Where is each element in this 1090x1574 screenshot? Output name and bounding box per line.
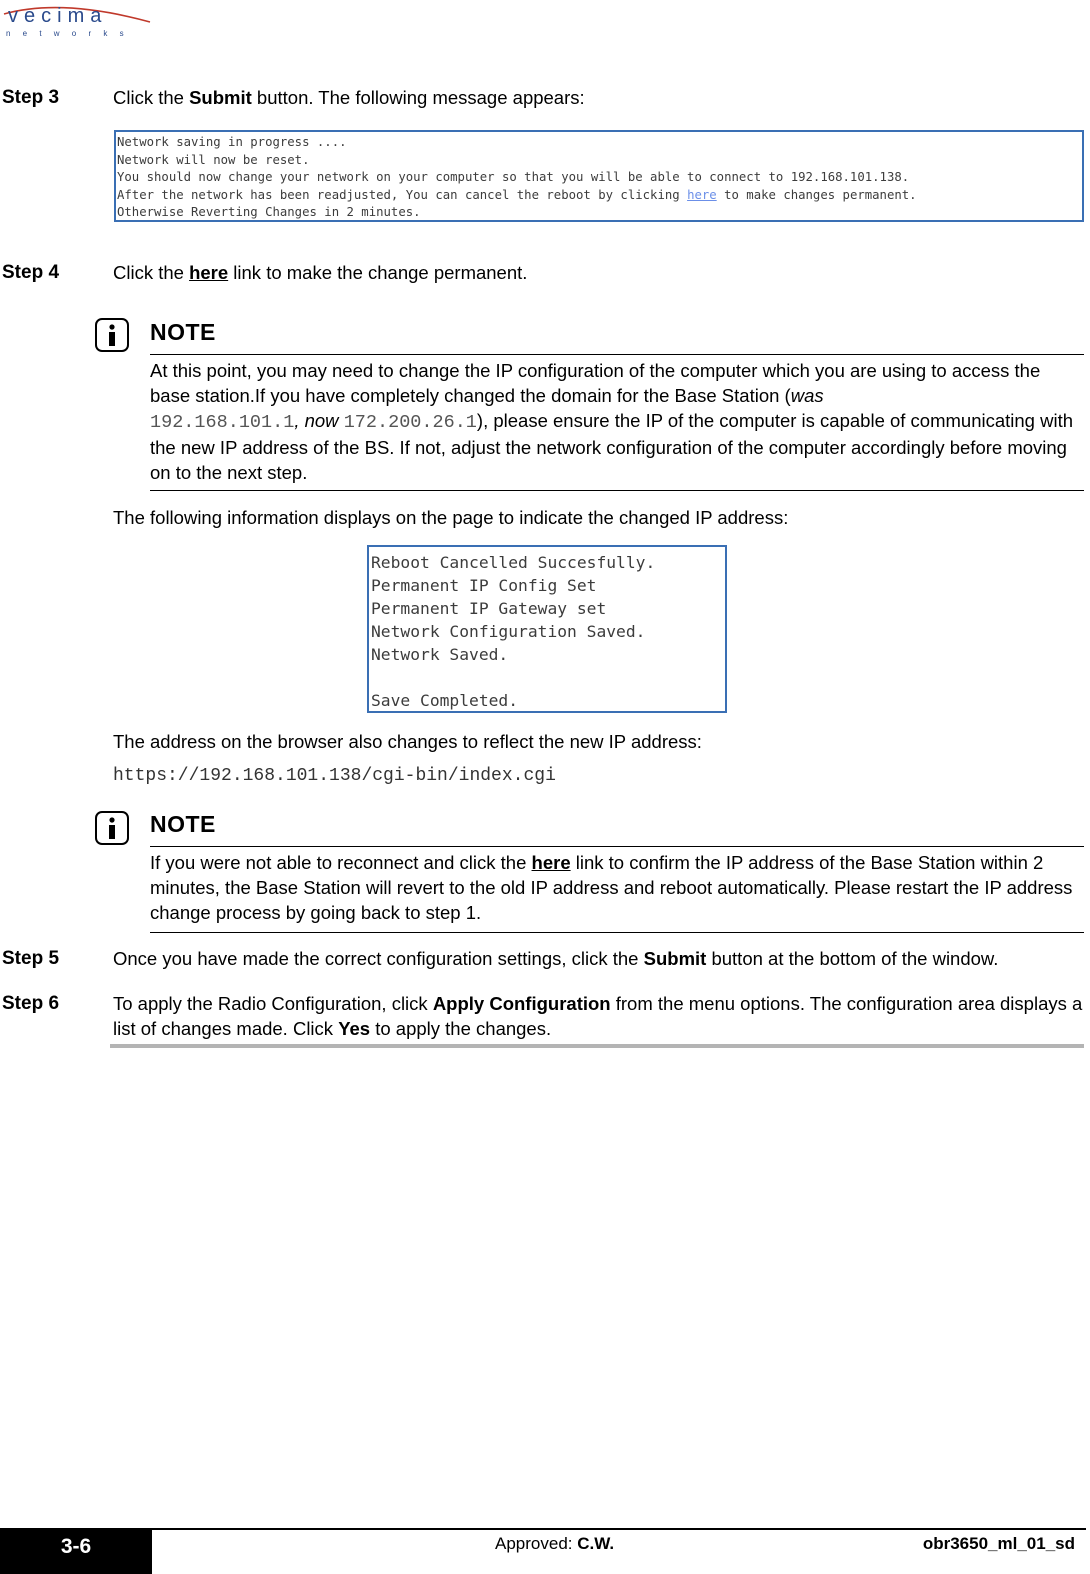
step-3-text: Click the Submit button. The following message appears: <box>113 87 585 108</box>
vecima-logo <box>2 0 152 40</box>
info-icon <box>95 811 129 845</box>
note-title: NOTE <box>150 319 216 345</box>
step-4-label: Step 4 <box>2 262 60 283</box>
here-link[interactable]: here <box>531 852 571 873</box>
note-rule-top <box>150 354 1084 355</box>
info-icon <box>95 318 129 352</box>
step-5-text: Once you have made the correct configuration settings, click the Submit button at the bottom of the window. <box>113 948 999 969</box>
note-1-body: At this point, you may need to change the IP configuration of the computer which you are using to access the base station.If you have completely changed the domain for the Base Station (was 192.168.101.1, now 172.200.26.1), please ensure the IP of the computer is capable of communicating with the new IP address of the BS. If not, adjust the network configuration of the computer accordingly before moving on to the next step. <box>150 360 1074 483</box>
here-link[interactable]: here <box>189 262 229 283</box>
step-4-text: Click the here link to make the change permanent. <box>113 262 528 283</box>
section-end-rule <box>110 1044 1084 1048</box>
logo-text: vecima <box>8 5 108 27</box>
note-2-body: If you were not able to reconnect and click the here link to confirm the IP address of the Base Station within 2 minutes, the Base Station will revert to the old IP address and reboot automatically. Please restart the IP address change process by going back to step 1. <box>150 852 1073 923</box>
step-5-label: Step 5 <box>2 948 60 969</box>
reboot-cancelled-screenshot: Reboot Cancelled Succesfully. Permanent IP Config Set Permanent IP Gateway set Network Configuration Saved. Network Saved. Save Completed. <box>367 545 727 713</box>
browser-url: https://192.168.101.138/cgi-bin/index.cgi <box>113 766 556 786</box>
screenshot-here-link: here <box>687 187 717 202</box>
step-6-label: Step 6 <box>2 993 60 1014</box>
footer-rule <box>0 1528 1086 1530</box>
saving-message-screenshot: Network saving in progress .... Network will now be reset. You should now change your network on your computer so that you will be able to connect to 192.168.101.138. After the network has been readjusted, You can cancel the reboot by clicking here to make changes permanent. Otherwise Reverting Changes in 2 minutes. <box>114 130 1084 222</box>
page-number: 3-6 <box>0 1529 152 1574</box>
info-text: The following information displays on the page to indicate the changed IP address: <box>113 507 789 528</box>
step-6-text: To apply the Radio Configuration, click Apply Configuration from the menu options. The configuration area displays a list of changes made. Click Yes to apply the changes. <box>113 993 1083 1039</box>
logo-subtext: n e t w o r k s <box>6 29 129 38</box>
note-rule-bottom <box>150 490 1084 491</box>
address-text: The address on the browser also changes to reflect the new IP address: <box>113 731 702 752</box>
document-id: obr3650_ml_01_sd <box>922 1534 1075 1553</box>
step-3-label: Step 3 <box>2 87 60 108</box>
note-title: NOTE <box>150 811 216 837</box>
note-rule-top <box>150 846 1084 847</box>
approved-by: Approved: C.W. <box>495 1534 615 1553</box>
note-rule-bottom <box>150 932 1084 933</box>
